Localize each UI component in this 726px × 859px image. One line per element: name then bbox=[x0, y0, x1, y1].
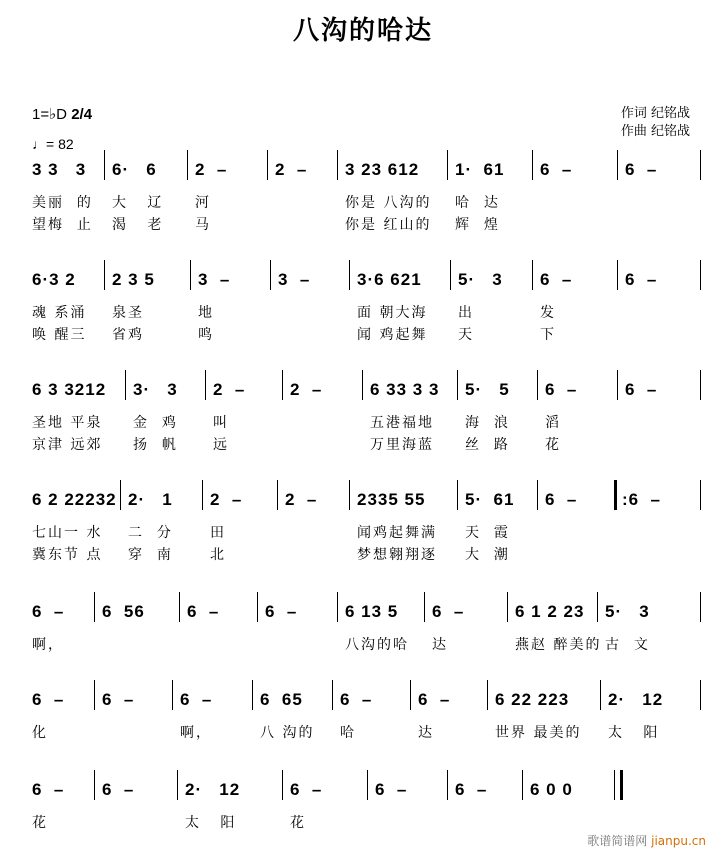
barline bbox=[410, 680, 411, 710]
barline bbox=[537, 370, 538, 400]
lyric-verse-2: 闻 鸡起舞 bbox=[357, 327, 428, 343]
lyric-verse-1: 大 辽 bbox=[112, 195, 164, 211]
measure-notes: 5· 3 bbox=[458, 270, 503, 289]
barline bbox=[349, 480, 350, 510]
measure-notes: 6 – bbox=[32, 780, 65, 799]
lyric-verse-1: 啊， bbox=[180, 725, 212, 741]
measure-notes: 5· 61 bbox=[465, 490, 515, 509]
lyric-verse-1: 圣地 平泉 bbox=[32, 415, 103, 431]
measure bbox=[198, 270, 231, 343]
measure-notes: 3 – bbox=[198, 270, 231, 289]
lyric-verse-2: 冀东节 点 bbox=[32, 547, 103, 563]
measure-notes: 6 – bbox=[545, 490, 578, 509]
barline bbox=[700, 260, 701, 290]
measure bbox=[275, 160, 307, 180]
measure bbox=[290, 780, 323, 831]
lyric-verse-1: 面 朝大海 bbox=[357, 305, 428, 321]
measure-notes: 6 – bbox=[432, 602, 465, 621]
measure bbox=[540, 160, 572, 180]
key: 1=♭D bbox=[32, 106, 68, 123]
lyric-verse-2: 省鸡 bbox=[112, 327, 144, 343]
system bbox=[0, 270, 726, 370]
barline bbox=[125, 370, 126, 400]
measure-notes: 6 – bbox=[102, 690, 135, 709]
barline bbox=[600, 680, 601, 710]
measure-notes: 2· 12 bbox=[608, 690, 664, 709]
measure bbox=[370, 380, 440, 453]
barline bbox=[617, 150, 618, 180]
lyric-verse-1: 海 浪 bbox=[465, 415, 510, 431]
measure bbox=[357, 490, 437, 563]
measure bbox=[180, 690, 213, 741]
lyric-verse-1: 八 沟的 bbox=[260, 725, 315, 741]
measure bbox=[128, 490, 173, 563]
measure-notes: 6 22 223 bbox=[495, 690, 570, 709]
final-barline-thin bbox=[614, 770, 615, 800]
measure bbox=[340, 690, 373, 741]
barline bbox=[424, 592, 425, 622]
measure bbox=[375, 780, 407, 800]
tempo-marking: ♩= 82 bbox=[32, 136, 74, 152]
measure bbox=[285, 490, 317, 510]
lyric-verse-2: 鸣 bbox=[198, 327, 214, 343]
key-signature bbox=[32, 105, 92, 123]
lyricist-credit: 作词 纪铭战 bbox=[620, 106, 690, 121]
barline bbox=[700, 680, 701, 710]
barline bbox=[172, 680, 173, 710]
lyric-verse-1: 五港福地 bbox=[370, 415, 434, 431]
lyric-verse-1: 田 bbox=[210, 525, 226, 541]
measure-notes: 6·3 2 bbox=[32, 270, 76, 289]
lyric-verse-2: 马 bbox=[195, 217, 211, 233]
measure-notes: 3· 3 bbox=[133, 380, 178, 399]
measure bbox=[32, 490, 117, 563]
measure-notes: 6 – bbox=[187, 602, 220, 621]
lyric-verse-1: 河 bbox=[195, 195, 211, 211]
lyric-verse-1: 花 bbox=[290, 815, 306, 831]
measure bbox=[112, 270, 155, 343]
measure bbox=[458, 270, 503, 343]
lyric-verse-1: 叫 bbox=[213, 415, 229, 431]
measure bbox=[195, 160, 228, 233]
barline bbox=[700, 370, 701, 400]
repeat-barline bbox=[614, 480, 617, 510]
measure bbox=[187, 602, 219, 622]
watermark bbox=[587, 832, 706, 849]
lyric-verse-1: 泉圣 bbox=[112, 305, 144, 321]
barline bbox=[597, 592, 598, 622]
measure bbox=[345, 160, 432, 233]
measure-notes: 5· 5 bbox=[465, 380, 510, 399]
measure-notes: 6 – bbox=[180, 690, 213, 709]
barline bbox=[457, 480, 458, 510]
measure bbox=[608, 690, 664, 741]
watermark-site: jianpu.cn bbox=[651, 834, 706, 848]
measure-notes: 6 – bbox=[455, 780, 488, 799]
measure-notes: 6 2 22232 bbox=[32, 490, 117, 509]
measure-notes: 6 – bbox=[545, 380, 578, 399]
measure bbox=[465, 490, 515, 563]
barline bbox=[522, 770, 523, 800]
barline bbox=[120, 480, 121, 510]
measure bbox=[625, 270, 657, 290]
measure bbox=[32, 380, 107, 453]
system bbox=[0, 490, 726, 590]
measure bbox=[357, 270, 428, 343]
barline bbox=[202, 480, 203, 510]
measure-notes: 6 13 5 bbox=[345, 602, 399, 621]
measure-notes: 6 – bbox=[32, 602, 65, 621]
barline bbox=[337, 592, 338, 622]
measure bbox=[32, 160, 93, 233]
lyric-verse-1: 达 bbox=[418, 725, 434, 741]
lyric-verse-2: 梦想翱翔逐 bbox=[357, 547, 437, 563]
measure bbox=[418, 690, 451, 741]
barline bbox=[179, 592, 180, 622]
measure-notes: 2 – bbox=[210, 490, 243, 509]
barline bbox=[349, 260, 350, 290]
measure bbox=[102, 780, 134, 800]
lyric-verse-1: 地 bbox=[198, 305, 214, 321]
measure bbox=[625, 160, 657, 180]
measure-notes: 6 65 bbox=[260, 690, 303, 709]
barline bbox=[487, 680, 488, 710]
barline bbox=[700, 150, 701, 180]
measure-notes: 6 1 2 23 bbox=[515, 602, 585, 621]
measure-notes: 6 – bbox=[418, 690, 451, 709]
lyric-verse-2: 下 bbox=[540, 327, 556, 343]
measure-notes: 2 – bbox=[195, 160, 228, 179]
measure-notes: 6 – bbox=[340, 690, 373, 709]
barline bbox=[332, 680, 333, 710]
lyric-verse-2: 大 潮 bbox=[465, 547, 510, 563]
measure bbox=[133, 380, 178, 453]
barline bbox=[205, 370, 206, 400]
lyric-verse-2: 北 bbox=[210, 547, 226, 563]
barline bbox=[277, 480, 278, 510]
lyric-verse-2: 穿 南 bbox=[128, 547, 173, 563]
lyric-verse-1: 燕赵 醉美的 bbox=[515, 637, 602, 653]
lyric-verse-1: 出 bbox=[458, 305, 474, 321]
barline bbox=[270, 260, 271, 290]
time-signature: 2/4 bbox=[71, 106, 93, 123]
barline bbox=[447, 770, 448, 800]
barline bbox=[447, 150, 448, 180]
barline bbox=[532, 150, 533, 180]
lyric-verse-1: 美丽 的 bbox=[32, 195, 93, 211]
lyric-verse-1: 达 bbox=[432, 637, 448, 653]
measure bbox=[32, 690, 65, 741]
measure-notes: 2 – bbox=[213, 380, 246, 399]
barline bbox=[94, 680, 95, 710]
measure bbox=[32, 270, 87, 343]
lyric-verse-2: 辉 煌 bbox=[455, 217, 500, 233]
barline bbox=[104, 150, 105, 180]
lyric-verse-1: 花 bbox=[32, 815, 48, 831]
lyric-verse-1: 哈 bbox=[340, 725, 356, 741]
barline bbox=[537, 480, 538, 510]
lyric-verse-1: 七山一 水 bbox=[32, 525, 103, 541]
final-barline bbox=[620, 770, 623, 800]
measure bbox=[210, 490, 243, 563]
measure bbox=[102, 602, 145, 622]
measure bbox=[495, 690, 582, 741]
measure bbox=[625, 380, 657, 400]
measure-notes: 3 – bbox=[278, 270, 311, 289]
measure-notes: 2· 12 bbox=[185, 780, 241, 799]
measure bbox=[465, 380, 510, 453]
barline bbox=[104, 260, 105, 290]
lyric-verse-2: 丝 路 bbox=[465, 437, 510, 453]
lyric-verse-1: 闻鸡起舞满 bbox=[357, 525, 437, 541]
measure-notes: 3 3 3 bbox=[32, 160, 87, 179]
measure bbox=[540, 270, 573, 343]
barline bbox=[257, 592, 258, 622]
measure bbox=[455, 780, 487, 800]
lyric-verse-1: 你是 八沟的 bbox=[345, 195, 432, 211]
lyric-verse-1: 哈 达 bbox=[455, 195, 500, 211]
barline bbox=[94, 770, 95, 800]
system bbox=[0, 380, 726, 480]
lyric-verse-2: 花 bbox=[545, 437, 561, 453]
lyric-verse-1: 天 霞 bbox=[465, 525, 510, 541]
measure bbox=[455, 160, 505, 233]
system bbox=[0, 690, 726, 790]
measure bbox=[515, 602, 602, 653]
lyric-verse-1: 发 bbox=[540, 305, 556, 321]
measure-notes: 6 – bbox=[32, 690, 65, 709]
lyric-verse-1: 太 阳 bbox=[185, 815, 237, 831]
lyric-verse-1: 化 bbox=[32, 725, 48, 741]
measure-notes: 2 3 5 bbox=[112, 270, 155, 289]
system bbox=[0, 602, 726, 702]
lyric-verse-2: 扬 帆 bbox=[133, 437, 178, 453]
measure-notes: 6 – bbox=[625, 380, 658, 399]
measure bbox=[622, 490, 661, 510]
lyric-verse-2: 天 bbox=[458, 327, 474, 343]
lyric-verse-1: 太 阳 bbox=[608, 725, 660, 741]
measure bbox=[605, 602, 650, 653]
barline bbox=[282, 370, 283, 400]
measure bbox=[290, 380, 322, 400]
measure-notes: 6· 6 bbox=[112, 160, 157, 179]
lyric-verse-1: 世界 最美的 bbox=[495, 725, 582, 741]
lyric-verse-1: 金 鸡 bbox=[133, 415, 178, 431]
lyric-verse-1: 啊， bbox=[32, 637, 64, 653]
measure-notes: 6 – bbox=[625, 160, 658, 179]
measure bbox=[213, 380, 246, 453]
lyric-verse-1: 古 文 bbox=[605, 637, 650, 653]
measure-notes: 6 – bbox=[102, 780, 135, 799]
measure-notes: 6 – bbox=[265, 602, 298, 621]
measure-notes: 6 – bbox=[625, 270, 658, 289]
measure-notes: :6 – bbox=[622, 490, 662, 509]
measure-notes: 6 56 bbox=[102, 602, 145, 621]
measure bbox=[260, 690, 315, 741]
lyric-verse-1: 二 分 bbox=[128, 525, 173, 541]
lyric-verse-2: 唤 醒三 bbox=[32, 327, 87, 343]
measure bbox=[32, 602, 65, 653]
measure-notes: 5· 3 bbox=[605, 602, 650, 621]
measure-notes: 3·6 621 bbox=[357, 270, 422, 289]
measure bbox=[265, 602, 297, 622]
lyric-verse-2: 京津 远郊 bbox=[32, 437, 103, 453]
measure bbox=[530, 780, 573, 800]
barline bbox=[337, 150, 338, 180]
lyric-verse-1: 滔 bbox=[545, 415, 561, 431]
barline bbox=[700, 592, 701, 622]
song-title: 八沟的哈达 bbox=[292, 16, 433, 46]
barline bbox=[94, 592, 95, 622]
lyric-verse-2: 远 bbox=[213, 437, 229, 453]
measure-notes: 2· 1 bbox=[128, 490, 173, 509]
measure-notes: 2 – bbox=[275, 160, 308, 179]
measure bbox=[345, 602, 409, 653]
barline bbox=[450, 260, 451, 290]
lyric-verse-2: 渴 老 bbox=[112, 217, 164, 233]
barline bbox=[700, 480, 701, 510]
barline bbox=[190, 260, 191, 290]
measure-notes: 6 – bbox=[540, 160, 573, 179]
barline bbox=[617, 260, 618, 290]
measure-notes: 6 – bbox=[290, 780, 323, 799]
barline bbox=[267, 150, 268, 180]
measure bbox=[545, 490, 577, 510]
lyric-verse-1: 八沟的哈 bbox=[345, 637, 409, 653]
measure-notes: 6 0 0 bbox=[530, 780, 573, 799]
barline bbox=[617, 370, 618, 400]
measure bbox=[278, 270, 310, 290]
barline bbox=[507, 592, 508, 622]
barline bbox=[282, 770, 283, 800]
measure-notes: 2 – bbox=[285, 490, 318, 509]
barline bbox=[252, 680, 253, 710]
barline bbox=[177, 770, 178, 800]
barline bbox=[367, 770, 368, 800]
measure-notes: 6 3 3212 bbox=[32, 380, 107, 399]
measure-notes: 2335 55 bbox=[357, 490, 426, 509]
barline bbox=[532, 260, 533, 290]
measure-notes: 6 – bbox=[375, 780, 408, 799]
measure-notes: 3 23 612 bbox=[345, 160, 420, 179]
measure bbox=[102, 690, 134, 710]
measure bbox=[32, 780, 65, 831]
measure bbox=[112, 160, 164, 233]
measure-notes: 2 – bbox=[290, 380, 323, 399]
measure-notes: 1· 61 bbox=[455, 160, 505, 179]
watermark-text: 歌谱简谱网 bbox=[587, 834, 648, 848]
measure-notes: 6 33 3 3 bbox=[370, 380, 440, 399]
lyric-verse-2: 万里海蓝 bbox=[370, 437, 434, 453]
measure bbox=[545, 380, 578, 453]
measure bbox=[185, 780, 241, 831]
measure bbox=[432, 602, 465, 653]
measure-notes: 6 – bbox=[540, 270, 573, 289]
lyric-verse-2: 望梅 止 bbox=[32, 217, 93, 233]
composer-credit: 作曲 纪铭战 bbox=[620, 124, 690, 139]
lyric-verse-1: 魂 系涌 bbox=[32, 305, 87, 321]
barline bbox=[187, 150, 188, 180]
system bbox=[0, 160, 726, 260]
barline bbox=[362, 370, 363, 400]
barline bbox=[457, 370, 458, 400]
lyric-verse-2: 你是 红山的 bbox=[345, 217, 432, 233]
